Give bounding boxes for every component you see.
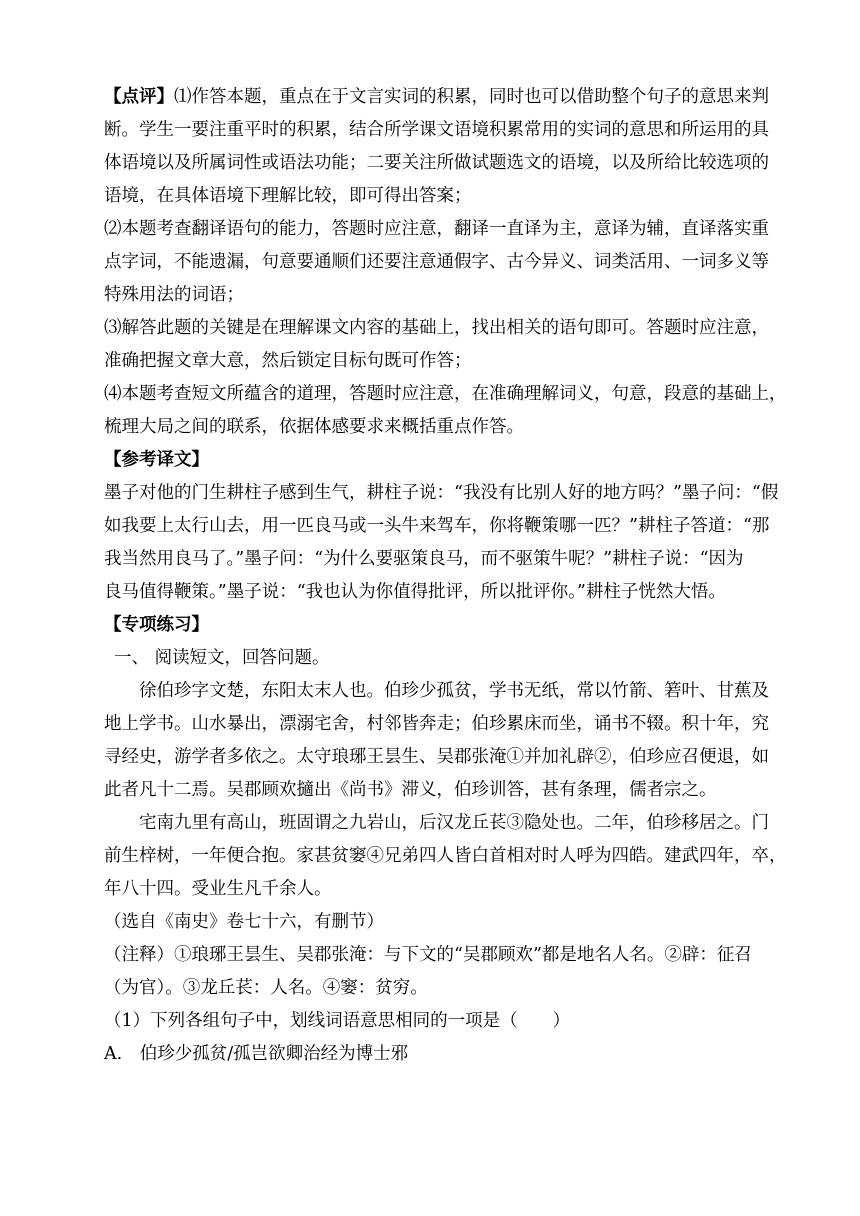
comment-line-11: 梳理大局之间的联系，依据体感要求来概括重点作答。	[104, 417, 524, 437]
passage-line-7: 年八十四。受业生凡千余人。	[104, 879, 332, 899]
question-1-option-a: A. 伯珍少孤贫/孤岂欲卿治经为博士邪	[104, 1044, 409, 1064]
passage-line-4: 此者凡十二焉。吴郡顾欢擿出《尚书》滞义，伯珍训答，甚有条理，儒者宗之。	[104, 780, 717, 800]
comment-line-7: 特殊用法的词语；	[104, 285, 244, 305]
comment-line-9: 准确把握文章大意，然后锁定目标句既可作答；	[104, 351, 472, 371]
practice-heading: 【专项练习】	[104, 615, 209, 635]
passage-line-2: 地上学书。山水暴出，漂溺宅舍，村邻皆奔走；伯珍累床而坐，诵书不辍。积十年，究	[104, 714, 769, 734]
notes-line-2: （为官）。③龙丘苌：人名。④窭：贫穷。	[104, 978, 428, 998]
comment-line-10: ⑷本题考查短文所蕴含的道理，答题时应注意，在准确理解词义，句意，段意的基础上，	[104, 384, 787, 404]
comment-line-1: 【点评】⑴作答本题，重点在于文言实词的积累，同时也可以借助整个句子的意思来判	[104, 87, 769, 107]
comment-line-3: 体语境以及所属词性或语法功能；二要关注所做试题选文的语境，以及所给比较选项的	[104, 153, 769, 173]
passage-line-5: 宅南九里有高山，班固谓之九岩山，后汉龙丘苌③隐处也。二年，伯珍移居之。门	[139, 813, 769, 833]
comment-heading: 【点评】	[104, 87, 174, 107]
notes-line-1: （注释）①琅琊王昙生、吴郡张淹：与下文的“吴郡顾欢”都是地名人名。②辟：征召	[104, 945, 752, 965]
comment-line-8: ⑶解答此题的关键是在理解课文内容的基础上，找出相关的语句即可。答题时应注意，	[104, 318, 769, 338]
passage-line-3: 寻经史，游学者多依之。太守琅琊王昙生、吴郡张淹①并加礼辟②，伯珍应召便退，如	[104, 747, 769, 767]
passage-source: （选自《南史》卷七十六，有删节）	[104, 912, 384, 932]
comment-line-5: ⑵本题考查翻译语句的能力，答题时应注意，翻译一直译为主，意译为辅，直译落实重	[104, 219, 769, 239]
comment-line-6: 点字词，不能遗漏，句意要通顺们还要注意通假字、古今异义、词类活用、一词多义等	[104, 252, 769, 272]
translation-line-1: 墨子对他的门生耕柱子感到生气，耕柱子说：“我没有比别人好的地方吗？”墨子问：“假	[104, 483, 779, 503]
passage-line-1: 徐伯珍字文楚，东阳太末人也。伯珍少孤贫，学书无纸，常以竹箭、箬叶、甘蕉及	[139, 681, 769, 701]
translation-line-2: 如我要上太行山去，用一匹良马或一头牛来驾车，你将鞭策哪一匹？”耕柱子答道：“那	[104, 516, 770, 536]
comment-line-4: 语境，在具体语境下理解比较，即可得出答案；	[104, 186, 472, 206]
translation-line-4: 良马值得鞭策。”墨子说：“我也认为你值得批评，所以批评你。”耕柱子恍然大悟。	[104, 582, 726, 602]
practice-item-1: 一、 阅读短文，回答问题。	[114, 648, 330, 668]
question-1: （1）下列各组句子中，划线词语意思相同的一项是（ ）	[104, 1011, 571, 1031]
translation-heading: 【参考译文】	[104, 450, 209, 470]
translation-line-3: 我当然用良马了。”墨子问：“为什么要驱策良马，而不驱策牛呢？”耕柱子说：“因为	[104, 549, 744, 569]
passage-line-6: 前生梓树，一年便合抱。家甚贫窭④兄弟四人皆白首相对时人呼为四皓。建武四年，卒，	[104, 846, 787, 866]
comment-line-2: 断。学生一要注重平时的积累，结合所学课文语境积累常用的实词的意思和所运用的具	[104, 120, 769, 140]
